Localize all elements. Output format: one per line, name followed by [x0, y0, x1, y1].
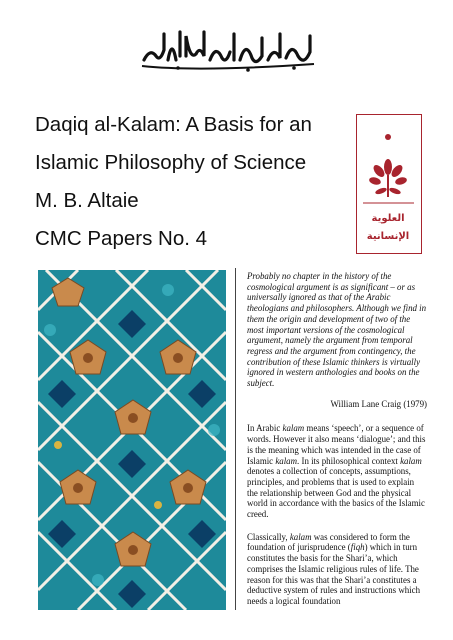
p1-term-kalam-2: kalam	[275, 455, 298, 466]
column-divider	[235, 268, 236, 610]
p1-text-a: In Arabic	[247, 423, 283, 434]
emblem-text-1: العلوية	[371, 213, 405, 224]
p2-text-a: Classically,	[247, 531, 290, 542]
paper-title-line-2: Islamic Philosophy of Science	[35, 151, 307, 174]
paragraph-2	[247, 532, 427, 607]
p2-text-b: was considered to form the foundation of jurisprudence (	[247, 531, 410, 553]
p2-text-c: ) which in turn constitutes the basis for the Shari’a, which comprises the Islamic religious rules of life. The reason for this was that the Shari’a constitutes a deductive system of rules and instructions which needs a logical foundation	[247, 542, 421, 606]
author-name: M. B. Altaie	[35, 189, 139, 212]
paragraph-1	[247, 423, 427, 519]
emblem-text-2: الإنسانية	[366, 231, 410, 242]
p2-term-kalam: kalam	[289, 531, 312, 542]
publisher-logo	[356, 114, 422, 254]
p1-text-c: . In its philosophical context	[297, 455, 401, 466]
p1-text-b: means ‘speech’, or a sequence of words. However it also means ‘dialogue’; and this is the meaning which was intended in the case of Islamic	[247, 423, 426, 466]
crescent-flower-emblem-icon	[357, 115, 420, 252]
intro-text-column	[247, 271, 427, 619]
epigraph-quote: Probably no chapter in the history of the cosmological argument is as significant – or as universally ignored as that of the Arabic theologians and philosophers. Although we find in them the origin and development of two of the most important versions of the cosmological argument, namely the argument from temporal regress and the argument from contingency, the contribution of these Islamic thinkers is virtually ignored in western anthologies and books on the subject.	[247, 271, 427, 389]
basmala-calligraphy	[138, 26, 318, 76]
paper-title-line-1: Daqiq al-Kalam: A Basis for an	[35, 113, 312, 136]
series-label: CMC Papers No. 4	[35, 227, 208, 250]
mosaic-tile-image	[38, 270, 226, 610]
p1-term-kalam-3: kalam	[400, 455, 422, 466]
quote-attribution: William Lane Craig (1979)	[330, 398, 427, 409]
p2-term-fiqh: fiqh	[350, 542, 365, 553]
title-block	[35, 110, 345, 262]
p1-text-d: denotes a collection of concepts, assumptions, principles, and problems that is used to explain the relationship between God and the physical world in accordance with the basics of the Islamic creed.	[247, 466, 425, 520]
p1-term-kalam-1: kalam	[282, 423, 305, 434]
